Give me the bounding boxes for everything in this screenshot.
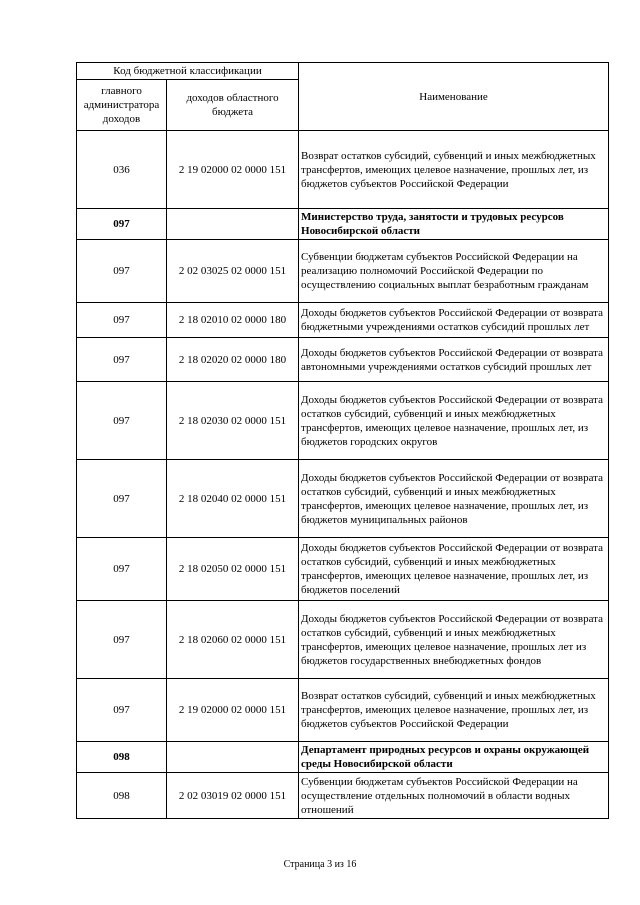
item-name: Министерство труда, занятости и трудовых ресурсов Новосибирской области: [299, 209, 609, 240]
table-row: [77, 240, 609, 303]
item-name: Субвенции бюджетам субъектов Российской Федерации на реализацию полномочий Российской Федерации по осуществлению социальных выплат безработным гражданам: [299, 240, 609, 303]
budget-code: 2 18 02040 02 0000 151: [167, 460, 299, 538]
header-admin: главного администратора доходов: [77, 80, 167, 131]
budget-code: 2 02 03025 02 0000 151: [167, 240, 299, 303]
admin-code: 098: [77, 773, 167, 819]
admin-code: 098: [77, 742, 167, 773]
table-row: [77, 303, 609, 338]
page-footer: Страница 3 из 16: [283, 859, 357, 870]
table-row: [77, 742, 609, 773]
header-group: Код бюджетной классификации: [77, 63, 299, 80]
budget-code: 2 02 03019 02 0000 151: [167, 773, 299, 819]
admin-code: 036: [77, 131, 167, 209]
admin-code: 097: [77, 209, 167, 240]
budget-code: 2 18 02010 02 0000 180: [167, 303, 299, 338]
table-row: [77, 773, 609, 819]
table-row: [77, 538, 609, 601]
budget-code: 2 19 02000 02 0000 151: [167, 679, 299, 742]
table-row: [77, 460, 609, 538]
budget-code: 2 18 02020 02 0000 180: [167, 338, 299, 382]
admin-code: 097: [77, 338, 167, 382]
admin-code: 097: [77, 679, 167, 742]
budget-code: 2 18 02060 02 0000 151: [167, 601, 299, 679]
admin-code: 097: [77, 240, 167, 303]
table-row: [77, 679, 609, 742]
item-name: Доходы бюджетов субъектов Российской Федерации от возврата остатков субсидий, субвенций и иных межбюджетных трансфертов, имеющих целевое назначение, прошлых лет, из бюджетов муниципальных районов: [299, 460, 609, 538]
admin-code: 097: [77, 460, 167, 538]
table-row: [77, 601, 609, 679]
table-row: [77, 338, 609, 382]
table-row: [77, 382, 609, 460]
item-name: Доходы бюджетов субъектов Российской Федерации от возврата бюджетными учреждениями остатков субсидий прошлых лет: [299, 303, 609, 338]
budget-code: 2 18 02050 02 0000 151: [167, 538, 299, 601]
budget-code: [167, 209, 299, 240]
budget-code: 2 18 02030 02 0000 151: [167, 382, 299, 460]
item-name: Доходы бюджетов субъектов Российской Федерации от возврата остатков субсидий, субвенций и иных межбюджетных трансфертов, имеющих целевое назначение, прошлых лет, из бюджетов городских округов: [299, 382, 609, 460]
admin-code: 097: [77, 382, 167, 460]
budget-code: [167, 742, 299, 773]
budget-code: 2 19 02000 02 0000 151: [167, 131, 299, 209]
table-row: [77, 131, 609, 209]
header-name: Наименование: [299, 63, 609, 131]
budget-classification-table: [76, 62, 609, 819]
item-name: Возврат остатков субсидий, субвенций и иных межбюджетных трансфертов, имеющих целевое назначение, прошлых лет, из бюджетов субъектов Российской Федерации: [299, 131, 609, 209]
item-name: Доходы бюджетов субъектов Российской Федерации от возврата автономными учреждениями остатков субсидий прошлых лет: [299, 338, 609, 382]
item-name: Департамент природных ресурсов и охраны окружающей среды Новосибирской области: [299, 742, 609, 773]
admin-code: 097: [77, 303, 167, 338]
admin-code: 097: [77, 538, 167, 601]
item-name: Субвенции бюджетам субъектов Российской Федерации на осуществление отдельных полномочий в области водных отношений: [299, 773, 609, 819]
item-name: Доходы бюджетов субъектов Российской Федерации от возврата остатков субсидий, субвенций и иных межбюджетных трансфертов, имеющих целевое назначение, прошлых лет из бюджетов государственных внебюджетных фондов: [299, 601, 609, 679]
table-row: [77, 209, 609, 240]
admin-code: 097: [77, 601, 167, 679]
item-name: Возврат остатков субсидий, субвенций и иных межбюджетных трансфертов, имеющих целевое назначение, прошлых лет, из бюджетов субъектов Российской Федерации: [299, 679, 609, 742]
header-code: доходов областного бюджета: [167, 80, 299, 131]
item-name: Доходы бюджетов субъектов Российской Федерации от возврата остатков субсидий, субвенций и иных межбюджетных трансфертов, имеющих целевое назначение, прошлых лет, из бюджетов поселений: [299, 538, 609, 601]
